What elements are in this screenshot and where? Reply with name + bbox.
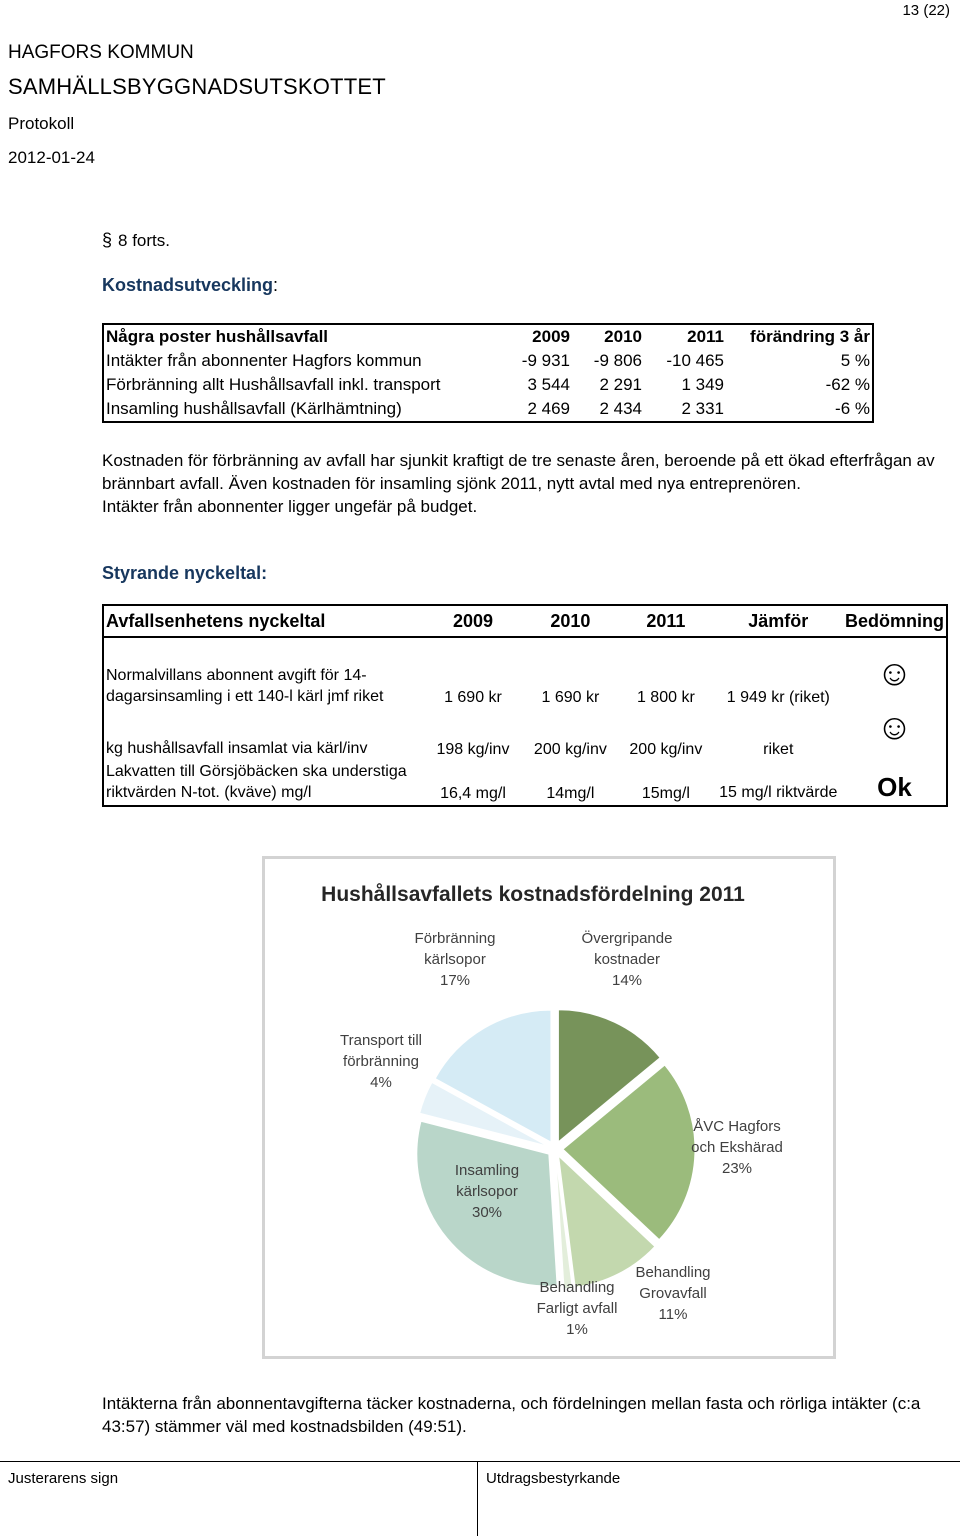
kpi-header-assessment: Bedömning [843,605,947,637]
chart-title: Hushållsavfallets kostnadsfördelning 2011 [321,883,745,906]
page-number: 13 (22) [902,2,950,19]
pie-slice-label: Insamling kärlsopor 30% [454,1162,520,1221]
revenue-commentary-text: Intäkter från abonnenter ligger ungefär på budget. [102,497,478,516]
cost-cell: 2 291 [599,375,642,394]
section-reference [102,230,170,251]
paragraph-mark: § [102,230,113,250]
kpi-table-header-row [103,605,947,637]
cost-distribution-chart [262,856,836,1359]
cost-header-change: förändring 3 år [750,327,870,346]
pie-slice-label: ÅVC Hagfors och Ekshärad 23% [691,1118,783,1177]
pie-slices [417,1010,695,1289]
cost-header-2010: 2010 [604,327,642,346]
cost-table [102,323,874,423]
kpi-table [102,604,948,807]
kpi-cell: 198 kg/inv [436,741,510,758]
cost-header-2009: 2009 [532,327,570,346]
cost-cell-label: Intäkter från abonnenter Hagfors kommun [106,351,422,370]
cost-heading [102,275,278,296]
cost-cell-label: Förbränning allt Hushållsavfall inkl. transport [106,375,441,394]
kpi-header-compare: Jämför [714,605,843,637]
cost-cell: -62 % [825,375,870,394]
cost-header-2011: 2011 [687,327,724,346]
table-row [103,349,873,373]
pie-slice-label: Transport till förbränning 4% [340,1032,422,1091]
table-row [103,373,873,397]
pie-slice-label: Förbränning kärlsopor 17% [414,930,496,989]
kpi-cell-label: Lakvatten till Görsjöbäcken ska understiga riktvärden N-tot. (kväve) mg/l [106,763,407,801]
kpi-cell-label: Normalvillans abonnent avgift för 14-dagarsinsamling i ett 140-l kärl jmf riket [106,667,384,705]
cost-cell: -10 465 [666,351,724,370]
committee-name: SAMHÄLLSBYGGNADSUTSKOTTET [8,74,386,99]
kpi-cell: 15mg/l [641,785,690,802]
ok-mark: Ok [877,772,912,802]
kpi-header-2010: 2010 [523,605,618,637]
cost-cell: -6 % [835,399,870,418]
cost-heading-text: Kostnadsutveckling [102,275,274,295]
table-row [103,709,947,761]
cost-cell: 2 434 [599,399,642,418]
pie-chart-svg [265,859,833,1356]
kpi-cell: 1 690 kr [444,689,502,706]
document-type: Protokoll [8,114,75,133]
section-reference-text: 8 forts. [118,231,170,250]
cost-cell: -9 931 [521,351,570,370]
kpi-heading: Styrande nyckeltal: [102,563,268,583]
kpi-cell: 200 kg/inv [629,741,703,758]
kpi-cell: 200 kg/inv [533,741,607,758]
kpi-assessment [843,706,947,761]
cost-header-item: Några poster hushållsavfall [106,327,329,346]
kpi-cell: 16,4 mg/l [440,785,506,802]
table-row [103,637,947,709]
cost-cell: 1 349 [681,375,724,394]
cost-cell: 2 469 [527,399,570,418]
pie-slice-label: Behandling Grovavfall 11% [635,1264,711,1323]
cost-cell: 5 % [840,351,870,370]
cost-commentary-text: Kostnaden för förbränning av avfall har sjunkit kraftigt de tre senaste åren, beroende på ett ökad efterfrågan av brännbart avfall. Även kostnaden för insamling sjönk 2011, nytt avtal med nya entreprenören. [102,451,935,493]
footer [0,1461,960,1536]
kpi-cell: 1 690 kr [541,689,600,706]
kpi-cell-label: kg hushållsavfall insamlat via kärl/inv [106,740,368,757]
table-row [103,761,947,806]
footer-signature-cell [0,1462,478,1536]
cost-cell-label: Insamling hushållsavfall (Kärlhämtning) [106,399,402,418]
cost-commentary [102,449,952,518]
kpi-cell: 1 800 kr [636,689,695,706]
kpi-header-2011: 2011 [618,605,713,637]
kpi-assessment [843,761,947,806]
kpi-cell: riket [763,741,794,758]
footer-certification-cell [478,1462,960,1536]
cost-heading-colon: : [273,275,279,295]
cost-cell: 3 544 [527,375,570,394]
municipality-name: HAGFORS KOMMUN [8,42,194,63]
footer-signature-label: Justerarens sign [8,1470,119,1487]
cost-cell: -9 806 [593,351,642,370]
smiley-icon: ☺ [876,651,913,693]
cost-cell: 2 331 [681,399,724,418]
kpi-cell: 15 mg/l riktvärde [719,784,838,801]
revenue-summary: Intäkterna från abonnentavgifterna täcker kostnaderna, och fördelningen mellan fasta och rörliga intäkter (c:a 43:57) stämmer väl med kostnadsbilden (49:51). [102,1394,921,1436]
cost-table-header-row [103,324,873,349]
smiley-icon: ☺ [876,706,913,747]
kpi-assessment [843,637,947,709]
kpi-cell: 1 949 kr (riket) [726,689,830,706]
footer-certification-label: Utdragsbestyrkande [486,1470,621,1487]
document-date: 2012-01-24 [8,148,95,167]
pie-slice-label: Behandling Farligt avfall 1% [536,1279,618,1338]
table-row [103,397,873,422]
kpi-header-item: Avfallsenhetens nyckeltal [103,605,423,637]
kpi-cell: 14mg/l [546,785,595,802]
kpi-header-2009: 2009 [423,605,522,637]
pie-slice-label: Övergripande kostnader 14% [581,930,673,989]
